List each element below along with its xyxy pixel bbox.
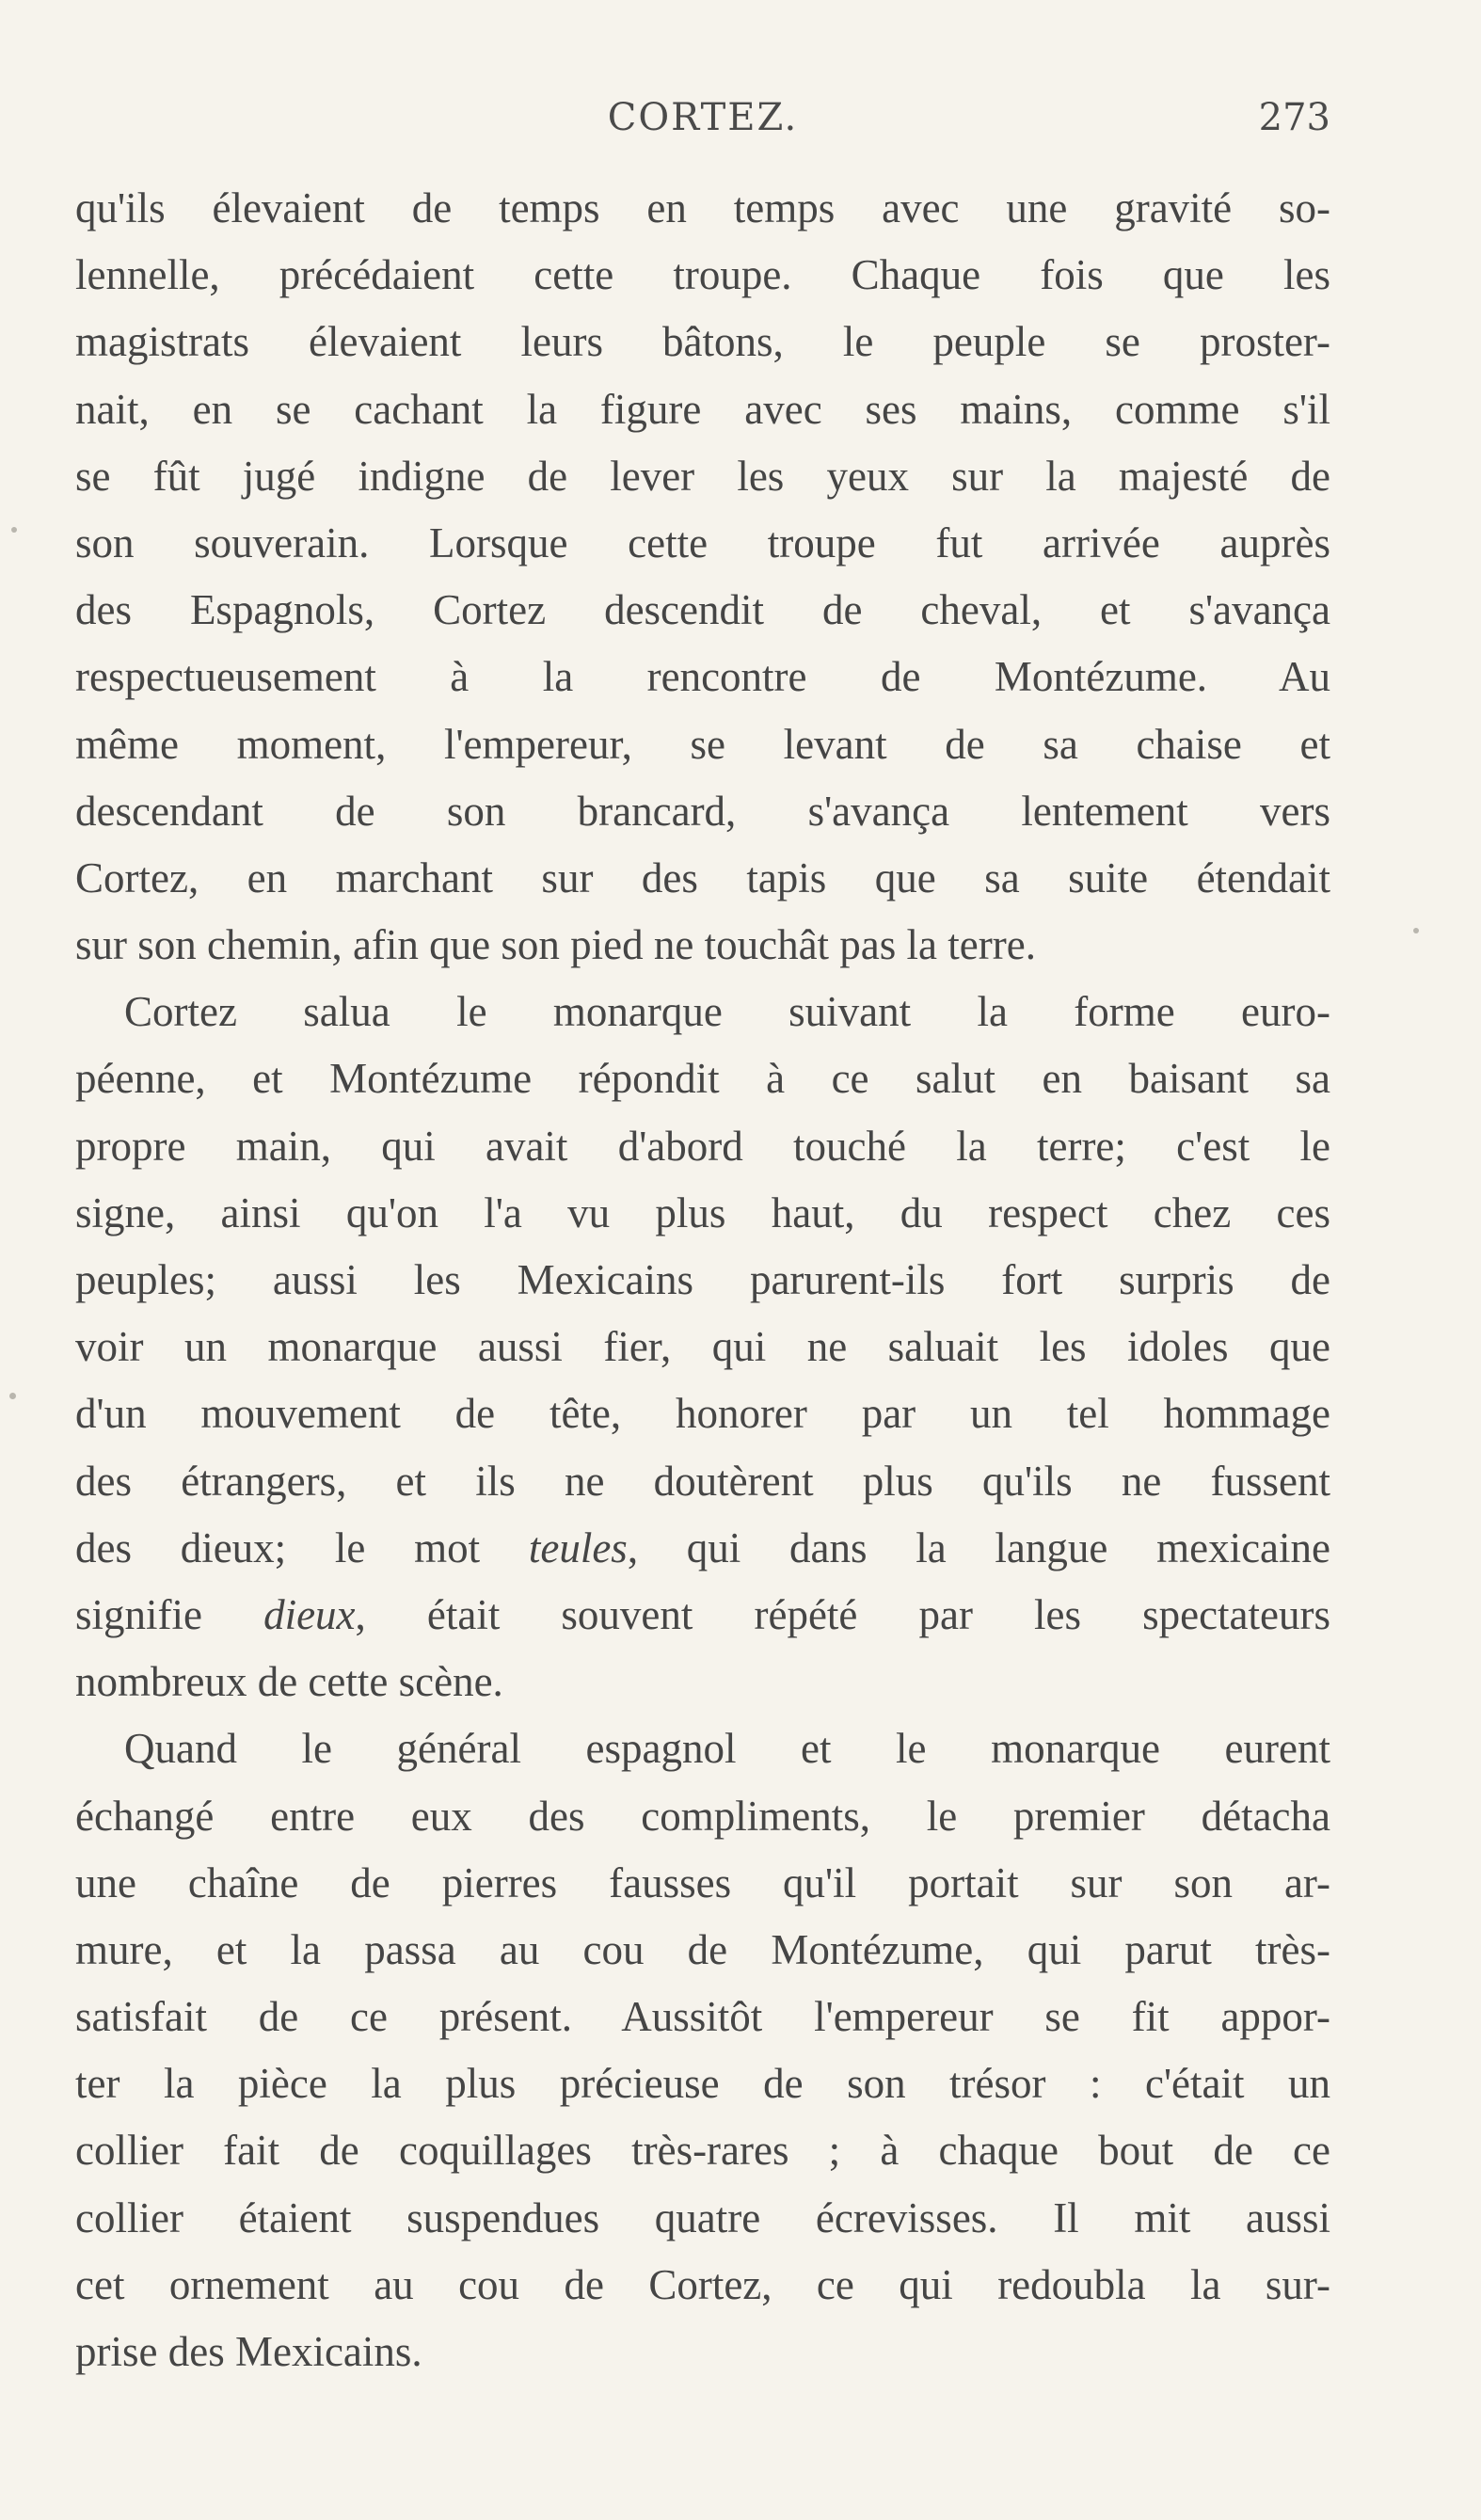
text-segment: même moment, l'empereur, se levant de sa chaise et: [75, 720, 1330, 768]
text-segment: descendant de son brancard, s'avança lentement vers: [75, 787, 1330, 835]
text-segment: ter la pièce la plus précieuse de son trésor : c'était un: [75, 2060, 1330, 2108]
text-line: [75, 979, 1330, 1045]
text-segment: qu'ils élevaient de temps en temps avec une gravité so-: [75, 184, 1330, 231]
text-segment: des étrangers, et ils ne doutèrent plus qu'ils ne fussent: [75, 1457, 1330, 1505]
margin-speck: [9, 1393, 16, 1399]
text-line: [75, 1247, 1330, 1314]
text-segment: son souverain. Lorsque cette troupe fut arrivée auprès: [75, 518, 1330, 566]
text-line: [75, 577, 1330, 644]
text-line: [75, 1180, 1330, 1247]
text-line: [75, 1113, 1330, 1180]
text-segment: des Espagnols, Cortez descendit de cheval, et s'avança: [75, 586, 1330, 634]
text-line: [75, 376, 1330, 443]
text-line: [75, 2050, 1330, 2117]
text-segment: échangé entre eux des compliments, le premier détacha: [75, 1792, 1330, 1840]
text-line: [75, 242, 1330, 309]
text-line: [75, 1448, 1330, 1515]
text-segment: mure, et la passa au cou de Montézume, qui parut très-: [75, 1925, 1330, 1973]
text-line: [75, 510, 1330, 577]
text-line: [75, 1984, 1330, 2050]
text-segment: nombreux de cette scène.: [75, 1658, 503, 1706]
text-line: [75, 1917, 1330, 1984]
text-segment: péenne, et Montézume répondit à ce salut en baisant sa: [75, 1055, 1330, 1103]
text-segment: signe, ainsi qu'on l'a vu plus haut, du respect chez ces: [75, 1188, 1330, 1236]
text-line: [75, 2185, 1330, 2252]
text-segment: nait, en se cachant la figure avec ses mains, comme s'il: [75, 385, 1330, 433]
text-line: [75, 1582, 1330, 1649]
text-segment: collier étaient suspendues quatre écrevisses. Il mit aussi: [75, 2193, 1330, 2241]
text-segment: des dieux; le mot: [75, 1523, 529, 1571]
running-head: [75, 96, 1330, 152]
text-segment: lennelle, précédaient cette troupe. Chaque fois que les: [75, 251, 1330, 299]
text-segment: , était souvent répété par les spectateurs: [355, 1590, 1331, 1638]
text-line: [75, 1314, 1330, 1380]
text-line: [75, 778, 1330, 845]
text-line: [75, 1715, 1330, 1782]
text-line: [75, 1380, 1330, 1447]
text-line: [75, 443, 1330, 510]
text-line: [75, 711, 1330, 778]
italic-term: teules: [528, 1523, 628, 1571]
text-segment: Cortez salua le monarque suivant la forme euro-: [124, 988, 1330, 1036]
text-line: [75, 2252, 1330, 2319]
text-segment: voir un monarque aussi fier, qui ne saluait les idoles que: [75, 1323, 1330, 1371]
margin-speck: [11, 527, 17, 533]
text-segment: Quand le général espagnol et le monarque eurent: [124, 1725, 1330, 1773]
text-line: [75, 1783, 1330, 1850]
paragraph: [75, 1715, 1330, 2385]
text-line: [75, 2319, 1330, 2385]
margin-speck: [1413, 928, 1419, 933]
text-segment: signifie: [75, 1590, 264, 1638]
paragraph: [75, 175, 1330, 979]
text-segment: collier fait de coquillages très-rares ; à chaque bout de ce: [75, 2127, 1330, 2175]
text-segment: propre main, qui avait d'abord touché la terre; c'est le: [75, 1122, 1330, 1170]
body-text: [75, 175, 1330, 2385]
text-line: [75, 309, 1330, 375]
text-line: [75, 845, 1330, 912]
text-segment: prise des Mexicains.: [75, 2328, 422, 2375]
italic-term: dieux: [263, 1590, 356, 1638]
page-number: 273: [1258, 96, 1330, 139]
text-line: [75, 1045, 1330, 1112]
text-segment: peuples; aussi les Mexicains parurent-ils fort surpris de: [75, 1256, 1330, 1303]
text-segment: , qui dans la langue mexicaine: [627, 1523, 1330, 1571]
text-segment: Cortez, en marchant sur des tapis que sa suite étendait: [75, 853, 1330, 901]
text-segment: sur son chemin, afin que son pied ne touchât pas la terre.: [75, 921, 1036, 969]
running-title: CORTEZ.: [607, 96, 799, 139]
text-line: [75, 644, 1330, 710]
text-line: [75, 1515, 1330, 1582]
paragraph: [75, 979, 1330, 1715]
text-segment: une chaîne de pierres fausses qu'il portait sur son ar-: [75, 1858, 1330, 1906]
text-segment: se fût jugé indigne de lever les yeux sur la majesté de: [75, 452, 1330, 500]
text-line: [75, 912, 1330, 979]
text-segment: magistrats élevaient leurs bâtons, le peuple se proster-: [75, 318, 1330, 366]
text-line: [75, 175, 1330, 242]
text-line: [75, 1850, 1330, 1917]
text-line: [75, 1649, 1330, 1715]
text-line: [75, 2117, 1330, 2184]
text-segment: respectueusement à la rencontre de Montézume. Au: [75, 653, 1330, 701]
text-segment: satisfait de ce présent. Aussitôt l'empereur se fit appor-: [75, 1993, 1330, 2041]
text-segment: cet ornement au cou de Cortez, ce qui redoubla la sur-: [75, 2260, 1330, 2308]
text-segment: d'un mouvement de tête, honorer par un tel hommage: [75, 1390, 1330, 1438]
